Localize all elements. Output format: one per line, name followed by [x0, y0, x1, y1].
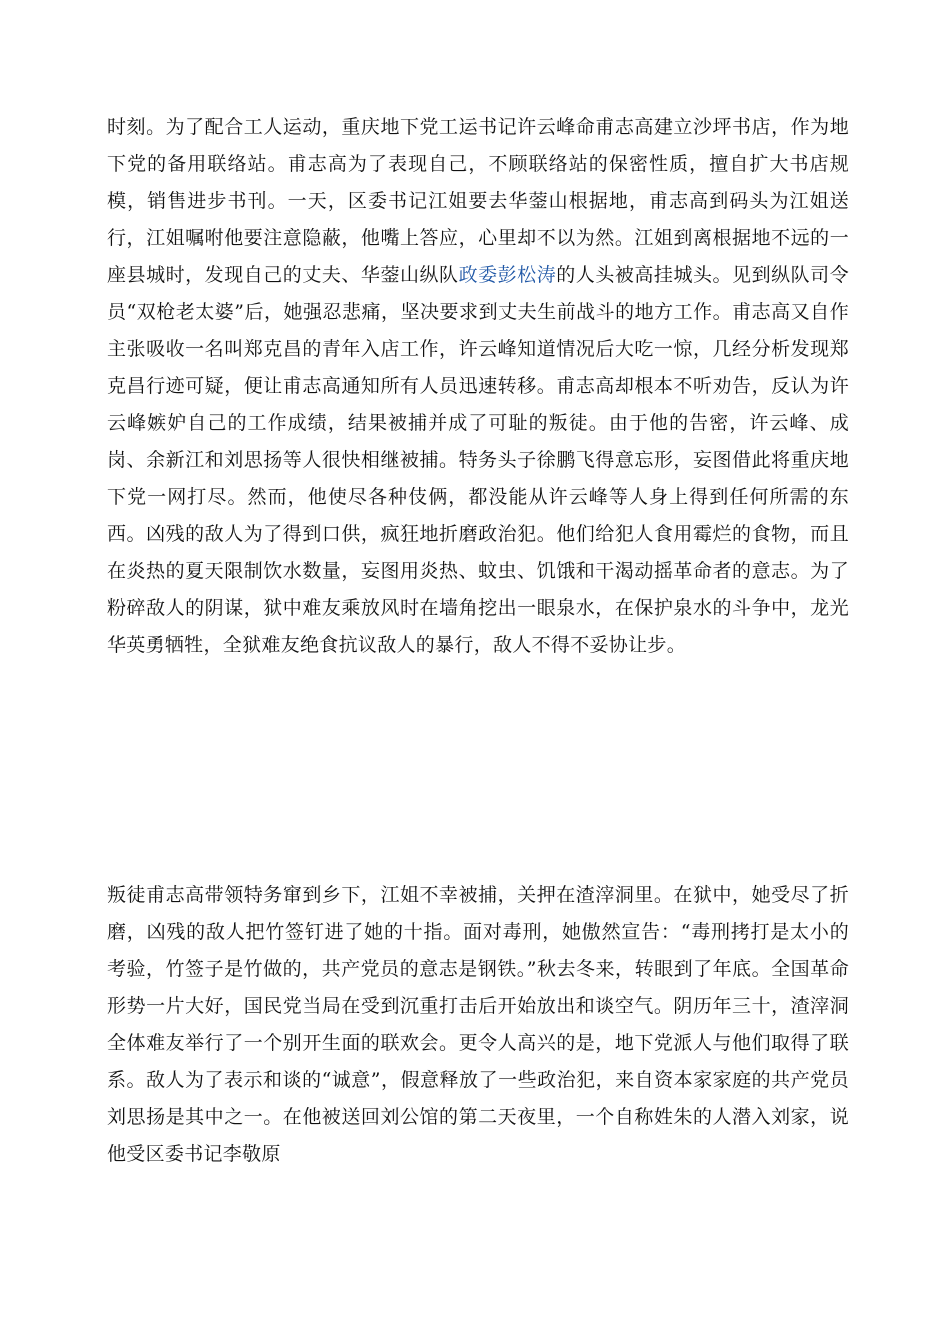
body-paragraph-2: [107, 877, 849, 1173]
paragraph-1-text-after-link: 的人头被高挂城头。见到纵队司令员“双枪老太婆”后，她强忍悲痛，坚决要求到丈夫生前战斗的地方工作。甫志高又自作主张吸收一名叫郑克昌的青年入店工作，许云峰知道情况后大吃一惊，几经分析发现郑克昌行迹可疑，便让甫志高通知所有人员迅速转移。甫志高却根本不听劝告，反认为许云峰嫉妒自己的工作成绩，结果被捕并成了可耻的叛徒。由于他的告密，许云峰、成岗、余新江和刘思扬等人很快相继被捕。特务头子徐鹏飞得意忘形，妄图借此将重庆地下党一网打尽。然而，他使尽各种伎俩，都没能从许云峰等人身上得到任何所需的东西。凶残的敌人为了得到口供，疯狂地折磨政治犯。他们给犯人食用霉烂的食物，而且在炎热的夏天限制饮水数量，妄图用炎热、蚊虫、饥饿和干渴动摇革命者的意志。为了粉碎敌人的阴谋，狱中难友乘放风时在墙角挖出一眼泉水，在保护泉水的斗争中，龙光华英勇牺牲，全狱难友绝食抗议敌人的暴行，敌人不得不妥协让步。: [107, 264, 849, 656]
paragraph-1-text-before-link: 时刻。为了配合工人运动，重庆地下党工运书记许云峰命甫志高建立沙坪书店，作为地下党的备用联络站。甫志高为了表现自己，不顾联络站的保密性质，擅自扩大书店规模，销售进步书刊。一天，区委书记江姐要去华蓥山根据地，甫志高到码头为江姐送行，江姐嘱咐他要注意隐蔽，他嘴上答应，心里却不以为然。江姐到离根据地不远的一座县城时，发现自己的丈夫、华蓥山纵队: [107, 116, 849, 286]
body-paragraph-1: [107, 109, 849, 664]
hyperlink-zhengwei-peng-songtao[interactable]: 政委彭松涛: [458, 264, 557, 286]
paragraph-2-text: 叛徒甫志高带领特务窜到乡下，江姐不幸被捕，关押在渣滓洞里。在狱中，她受尽了折磨，凶残的敌人把竹签钉进了她的十指。面对毒刑，她傲然宣告：“毒刑拷打是太小的考验，竹签子是竹做的，共产党员的意志是钢铁。”秋去冬来，转眼到了年底。全国革命形势一片大好，国民党当局在受到沉重打击后开始放出和谈空气。阴历年三十，渣滓洞全体难友举行了一个别开生面的联欢会。更令人高兴的是，地下党派人与他们取得了联系。敌人为了表示和谈的“诚意”，假意释放了一些政治犯，来自资本家家庭的共产党员刘思扬是其中之一。在他被送回刘公馆的第二天夜里，一个自称姓朱的人潜入刘家，说他受区委书记李敬原: [107, 884, 849, 1165]
